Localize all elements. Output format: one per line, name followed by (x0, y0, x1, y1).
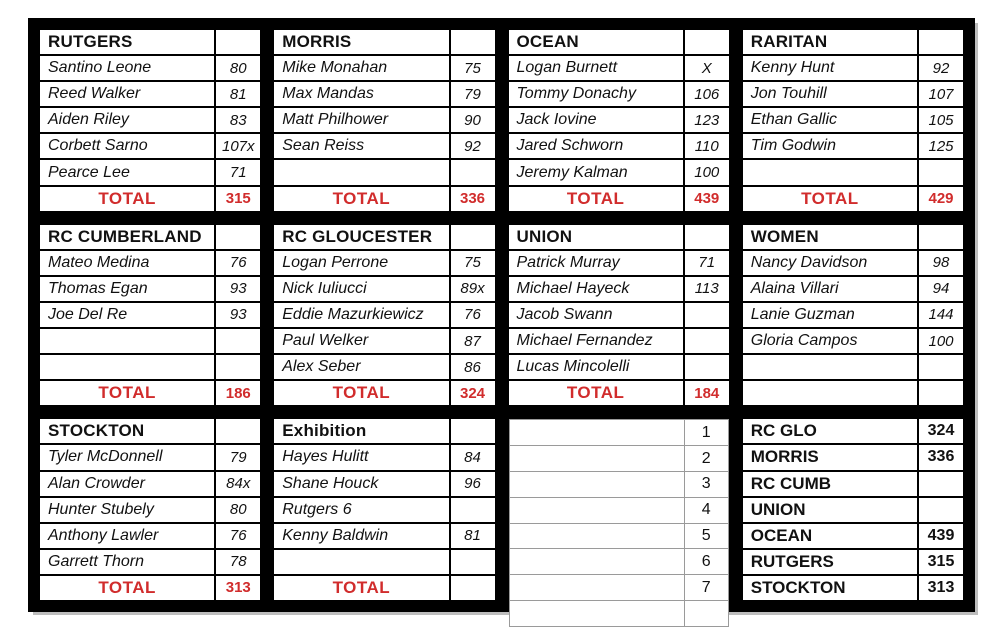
table-row (509, 187, 729, 211)
name-cell (40, 355, 214, 379)
name-cell: Alaina Villari (743, 277, 917, 301)
score-cell (919, 160, 963, 184)
score-cell: 80 (216, 56, 260, 80)
table-row (40, 160, 260, 184)
table-row (40, 30, 260, 54)
name-cell: Jared Schworn (509, 134, 683, 158)
table-row (743, 498, 963, 522)
score-cell: 313 (216, 576, 260, 600)
score-cell: 75 (451, 251, 495, 275)
score-cell: X (685, 56, 729, 80)
name-cell (743, 355, 917, 379)
name-cell (510, 420, 684, 445)
score-cell (919, 381, 963, 405)
name-cell: Logan Perrone (274, 251, 448, 275)
score-board (28, 18, 975, 612)
standing-team-cell: OCEAN (743, 524, 917, 548)
table-women (743, 225, 963, 406)
score-cell: 100 (685, 160, 729, 184)
table-row (274, 550, 494, 574)
score-cell: 89x (451, 277, 495, 301)
table-row (743, 550, 963, 574)
table-row (274, 419, 494, 443)
name-cell: Gloria Campos (743, 329, 917, 353)
name-cell: Aiden Riley (40, 108, 214, 132)
score-cell: 107 (919, 82, 963, 106)
name-cell: Logan Burnett (509, 56, 683, 80)
table-row (274, 187, 494, 211)
table-row (274, 381, 494, 405)
score-cell: 336 (451, 187, 495, 211)
name-cell: Anthony Lawler (40, 524, 214, 548)
name-cell: Jacob Swann (509, 303, 683, 327)
table-row (509, 108, 729, 132)
score-cell (451, 550, 495, 574)
table-row (40, 381, 260, 405)
name-cell (510, 575, 684, 600)
table-row (743, 251, 963, 275)
score-cell: 123 (685, 108, 729, 132)
place-number-cell: 2 (684, 446, 728, 471)
table-row (40, 550, 260, 574)
score-cell: 84 (451, 445, 495, 469)
score-cell: 76 (216, 524, 260, 548)
standing-score-cell (919, 472, 963, 496)
score-cell (685, 329, 729, 353)
name-cell: Tim Godwin (743, 134, 917, 158)
table-row (509, 82, 729, 106)
table-placements (509, 419, 729, 627)
table-standings (743, 419, 963, 600)
table-raritan (743, 30, 963, 211)
score-cell (216, 419, 260, 443)
name-cell: Jeremy Kalman (509, 160, 683, 184)
name-cell: Patrick Murray (509, 251, 683, 275)
score-cell: 90 (451, 108, 495, 132)
table-row (274, 134, 494, 158)
score-cell: 76 (216, 251, 260, 275)
score-cell: 93 (216, 277, 260, 301)
table-row (40, 445, 260, 469)
standing-team-cell: MORRIS (743, 445, 917, 469)
name-cell: RC GLOUCESTER (274, 225, 448, 249)
table-row (274, 108, 494, 132)
name-cell: Paul Welker (274, 329, 448, 353)
table-row (509, 303, 729, 327)
score-cell (216, 355, 260, 379)
name-cell: WOMEN (743, 225, 917, 249)
standing-score-cell: 324 (919, 419, 963, 443)
table-row (40, 498, 260, 522)
score-cell (919, 30, 963, 54)
place-number-cell: 5 (684, 524, 728, 549)
name-cell: TOTAL (743, 187, 917, 211)
table-row (743, 160, 963, 184)
name-cell: Ethan Gallic (743, 108, 917, 132)
name-cell: Tyler McDonnell (40, 445, 214, 469)
score-cell: 92 (451, 134, 495, 158)
table-row (40, 134, 260, 158)
table-row (40, 108, 260, 132)
table-row (510, 549, 728, 575)
table-row (509, 355, 729, 379)
table-row (743, 381, 963, 405)
score-cell: 71 (216, 160, 260, 184)
standing-score-cell (919, 498, 963, 522)
table-row (743, 355, 963, 379)
table-row (40, 82, 260, 106)
standing-team-cell: RC GLO (743, 419, 917, 443)
score-cell: 71 (685, 251, 729, 275)
name-cell (274, 550, 448, 574)
name-cell: Jack Iovine (509, 108, 683, 132)
table-row (274, 277, 494, 301)
name-cell: Mateo Medina (40, 251, 214, 275)
table-row (743, 187, 963, 211)
table-row (509, 381, 729, 405)
score-cell: 81 (451, 524, 495, 548)
score-cell: 94 (919, 277, 963, 301)
name-cell (510, 549, 684, 574)
score-cell (685, 303, 729, 327)
table-row (274, 82, 494, 106)
table-row (743, 56, 963, 80)
table-row (509, 30, 729, 54)
name-cell: Hayes Hulitt (274, 445, 448, 469)
place-number-cell: 3 (684, 472, 728, 497)
table-row (510, 498, 728, 524)
table-row (743, 134, 963, 158)
score-cell: 93 (216, 303, 260, 327)
table-row (40, 329, 260, 353)
table-row (743, 445, 963, 469)
score-cell: 98 (919, 251, 963, 275)
table-row (743, 303, 963, 327)
name-cell: Max Mandas (274, 82, 448, 106)
score-cell: 106 (685, 82, 729, 106)
name-cell: TOTAL (40, 187, 214, 211)
table-row (40, 355, 260, 379)
table-exhibition (274, 419, 494, 600)
table-row (509, 134, 729, 158)
table-row (743, 524, 963, 548)
table-row (274, 355, 494, 379)
name-cell: RARITAN (743, 30, 917, 54)
score-cell: 184 (685, 381, 729, 405)
name-cell: Santino Leone (40, 56, 214, 80)
table-row (274, 329, 494, 353)
table-row (40, 303, 260, 327)
table-row (274, 251, 494, 275)
table-row (743, 30, 963, 54)
name-cell (510, 524, 684, 549)
table-row (40, 524, 260, 548)
place-number-cell: 6 (684, 549, 728, 574)
score-cell (451, 30, 495, 54)
table-row (274, 160, 494, 184)
name-cell (510, 601, 684, 626)
name-cell: Joe Del Re (40, 303, 214, 327)
table-row (274, 472, 494, 496)
table-row (274, 524, 494, 548)
score-cell (919, 355, 963, 379)
table-row (40, 277, 260, 301)
table-row (274, 56, 494, 80)
table-row (509, 160, 729, 184)
name-cell: Alex Seber (274, 355, 448, 379)
name-cell: Jon Touhill (743, 82, 917, 106)
score-cell: 110 (685, 134, 729, 158)
score-cell: 86 (451, 355, 495, 379)
place-number-cell: 4 (684, 498, 728, 523)
table-row (743, 277, 963, 301)
name-cell: MORRIS (274, 30, 448, 54)
score-cell (685, 30, 729, 54)
score-cell: 125 (919, 134, 963, 158)
name-cell: Alan Crowder (40, 472, 214, 496)
name-cell: RC CUMBERLAND (40, 225, 214, 249)
score-cell: 439 (685, 187, 729, 211)
score-cell (451, 498, 495, 522)
standing-team-cell: UNION (743, 498, 917, 522)
name-cell: Lucas Mincolelli (509, 355, 683, 379)
name-cell: Sean Reiss (274, 134, 448, 158)
table-row (743, 472, 963, 496)
table-row (509, 329, 729, 353)
score-cell: 429 (919, 187, 963, 211)
score-cell (216, 225, 260, 249)
name-cell: Pearce Lee (40, 160, 214, 184)
table-row (274, 30, 494, 54)
name-cell: Mike Monahan (274, 56, 448, 80)
table-row (743, 225, 963, 249)
score-cell: 100 (919, 329, 963, 353)
name-cell: Nick Iuliucci (274, 277, 448, 301)
name-cell: UNION (509, 225, 683, 249)
table-row (274, 576, 494, 600)
name-cell: Michael Hayeck (509, 277, 683, 301)
name-cell: Nancy Davidson (743, 251, 917, 275)
standing-team-cell: STOCKTON (743, 576, 917, 600)
name-cell: Hunter Stubely (40, 498, 214, 522)
name-cell: TOTAL (274, 381, 448, 405)
name-cell (743, 381, 917, 405)
score-cell: 84x (216, 472, 260, 496)
name-cell: TOTAL (274, 187, 448, 211)
table-row (274, 303, 494, 327)
score-cell: 76 (451, 303, 495, 327)
table-row (40, 251, 260, 275)
table-stockton (40, 419, 260, 600)
score-cell: 78 (216, 550, 260, 574)
name-cell (510, 472, 684, 497)
table-rutgers (40, 30, 260, 211)
score-cell (685, 355, 729, 379)
table-row (743, 108, 963, 132)
standing-score-cell: 315 (919, 550, 963, 574)
name-cell: Rutgers 6 (274, 498, 448, 522)
name-cell: TOTAL (40, 576, 214, 600)
score-cell: 79 (451, 82, 495, 106)
score-cell: 315 (216, 187, 260, 211)
score-cell: 92 (919, 56, 963, 80)
table-row (510, 420, 728, 446)
name-cell: Corbett Sarno (40, 134, 214, 158)
table-row (509, 225, 729, 249)
table-row (40, 419, 260, 443)
score-cell: 113 (685, 277, 729, 301)
name-cell: OCEAN (509, 30, 683, 54)
name-cell: STOCKTON (40, 419, 214, 443)
score-cell: 105 (919, 108, 963, 132)
score-cell: 96 (451, 472, 495, 496)
table-row (509, 251, 729, 275)
table-rc-cumberland (40, 225, 260, 406)
name-cell: Exhibition (274, 419, 448, 443)
score-cell: 107x (216, 134, 260, 158)
name-cell: Matt Philhower (274, 108, 448, 132)
table-row (510, 524, 728, 550)
table-rc-gloucester (274, 225, 494, 406)
name-cell: Tommy Donachy (509, 82, 683, 106)
name-cell: TOTAL (40, 381, 214, 405)
name-cell: TOTAL (509, 187, 683, 211)
table-row (510, 575, 728, 601)
table-union (509, 225, 729, 406)
name-cell: Michael Fernandez (509, 329, 683, 353)
name-cell: Kenny Baldwin (274, 524, 448, 548)
score-cell: 75 (451, 56, 495, 80)
name-cell (510, 446, 684, 471)
table-row (509, 277, 729, 301)
name-cell: Eddie Mazurkiewicz (274, 303, 448, 327)
name-cell: Garrett Thorn (40, 550, 214, 574)
name-cell: Shane Houck (274, 472, 448, 496)
score-cell: 83 (216, 108, 260, 132)
table-row (274, 445, 494, 469)
name-cell: Lanie Guzman (743, 303, 917, 327)
table-row (274, 225, 494, 249)
name-cell (274, 160, 448, 184)
score-cell (685, 225, 729, 249)
table-row (743, 82, 963, 106)
score-cell: 324 (451, 381, 495, 405)
standing-score-cell: 336 (919, 445, 963, 469)
table-row (40, 576, 260, 600)
score-cell: 81 (216, 82, 260, 106)
name-cell (743, 160, 917, 184)
name-cell: Reed Walker (40, 82, 214, 106)
table-row (510, 446, 728, 472)
table-row (40, 56, 260, 80)
name-cell: Thomas Egan (40, 277, 214, 301)
table-row (743, 329, 963, 353)
score-cell: 87 (451, 329, 495, 353)
table-morris (274, 30, 494, 211)
name-cell: TOTAL (274, 576, 448, 600)
score-cell (216, 30, 260, 54)
place-number-cell: 7 (684, 575, 728, 600)
score-cell (451, 419, 495, 443)
score-cell (451, 160, 495, 184)
score-cell (451, 576, 495, 600)
table-row (509, 56, 729, 80)
place-number-cell: 1 (684, 420, 728, 445)
table-row (40, 472, 260, 496)
name-cell: RUTGERS (40, 30, 214, 54)
table-row (743, 419, 963, 443)
table-row (40, 225, 260, 249)
table-ocean (509, 30, 729, 211)
name-cell: Kenny Hunt (743, 56, 917, 80)
name-cell (40, 329, 214, 353)
score-cell (216, 329, 260, 353)
score-cell: 186 (216, 381, 260, 405)
standing-team-cell: RC CUMB (743, 472, 917, 496)
table-row (743, 576, 963, 600)
table-row (510, 601, 728, 627)
score-cell: 79 (216, 445, 260, 469)
score-cell: 144 (919, 303, 963, 327)
name-cell (510, 498, 684, 523)
place-number-cell (684, 601, 728, 626)
score-cell (451, 225, 495, 249)
table-row (510, 472, 728, 498)
table-row (274, 498, 494, 522)
score-cell: 80 (216, 498, 260, 522)
name-cell: TOTAL (509, 381, 683, 405)
score-cell (919, 225, 963, 249)
standing-score-cell: 439 (919, 524, 963, 548)
table-row (40, 187, 260, 211)
standing-team-cell: RUTGERS (743, 550, 917, 574)
standing-score-cell: 313 (919, 576, 963, 600)
